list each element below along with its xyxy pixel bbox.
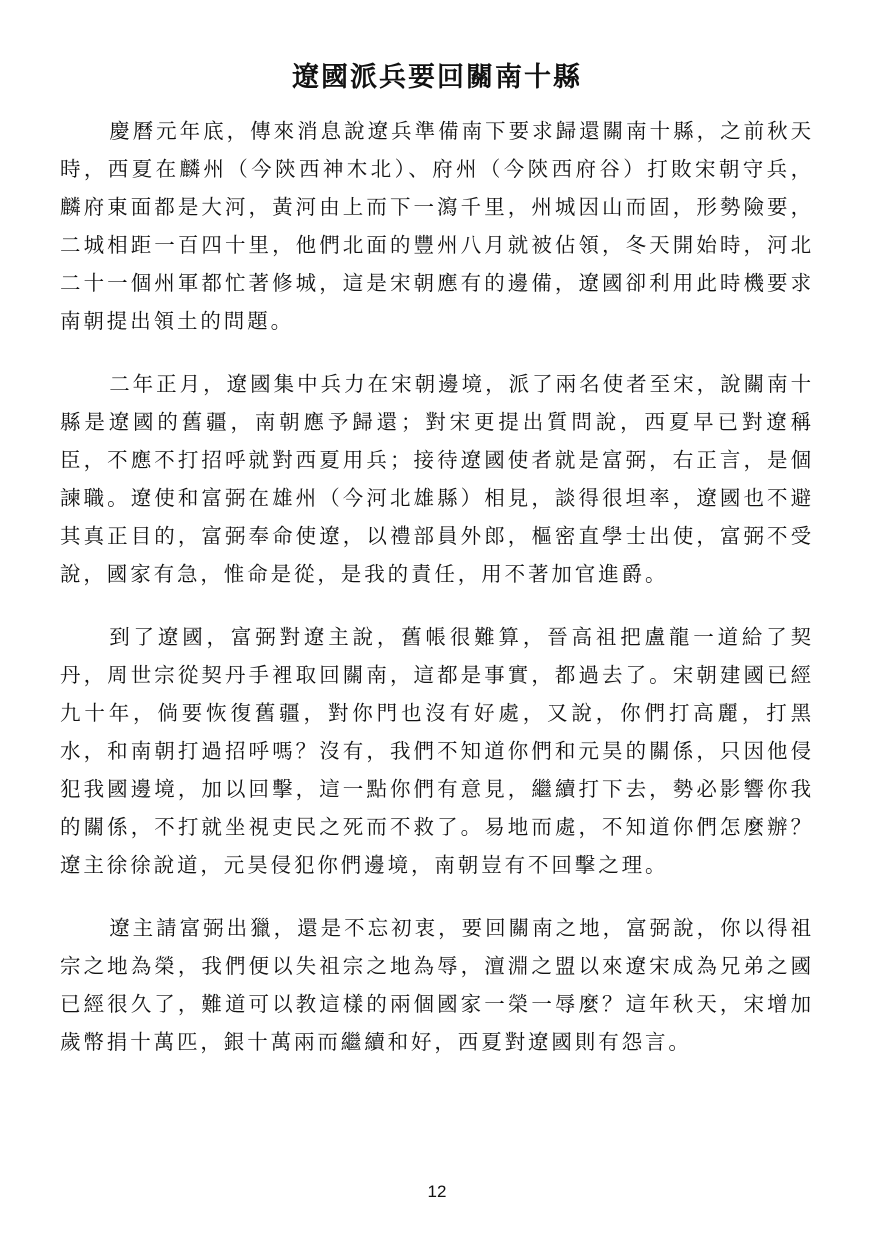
paragraph-4: 遼主請富弼出獵，還是不忘初衷，要回關南之地，富弼說，你以得祖宗之地為榮，我們便以失祖宗之地為辱，澶淵之盟以來遼宋成為兄弟之國已經很久了，難道可以教這樣的兩個國家一榮一辱麼？這年秋天，宋增加歲幣捐十萬匹，銀十萬兩而繼續和好，西夏對遼國則有怨言。 — [60, 916, 814, 1054]
paragraph-1: 慶曆元年底，傳來消息說遼兵準備南下要求歸還關南十縣，之前秋天時，西夏在麟州（今陝西神木北）、府州（今陝西府谷）打敗宋朝守兵，麟府東面都是大河，黃河由上而下一瀉千里，州城因山而固，形勢險要，二城相距一百四十里，他們北面的豐州八月就被佔領，冬天開始時，河北二十一個州軍都忙著修城，這是宋朝應有的邊備，遼國卻利用此時機要求南朝提出領土的問題。 — [60, 119, 814, 333]
page-number: 12 — [427, 1182, 447, 1201]
paragraph-2: 二年正月，遼國集中兵力在宋朝邊境，派了兩名使者至宋，說關南十縣是遼國的舊疆，南朝應予歸還；對宋更提出質問說，西夏早已對遼稱臣，不應不打招呼就對西夏用兵；接待遼國使者就是富弼，右正言，是個諫職。遼使和富弼在雄州（今河北雄縣）相見，談得很坦率，遼國也不避其真正目的，富弼奉命使遼，以禮部員外郎，樞密直學士出使，富弼不受說，國家有急，惟命是從，是我的責任，用不著加官進爵。 — [60, 372, 814, 586]
page-title: 遼國派兵要回關南十縣 — [292, 62, 582, 93]
paragraph-3: 到了遼國，富弼對遼主說，舊帳很難算，晉高祖把盧龍一道給了契丹，周世宗從契丹手裡取回關南，這都是事實，都過去了。宋朝建國已經九十年，倘要恢復舊疆，對你門也沒有好處，又說，你們打高麗，打黑水，和南朝打過招呼嗎？沒有，我們不知道你們和元昊的關係，只因他侵犯我國邊境，加以回擊，這一點你們有意見，繼續打下去，勢必影響你我的關係，不打就坐視吏民之死而不救了。易地而處，不知道你們怎麼辦？遼主徐徐說道，元昊侵犯你們邊境，南朝豈有不回擊之理。 — [60, 625, 814, 877]
